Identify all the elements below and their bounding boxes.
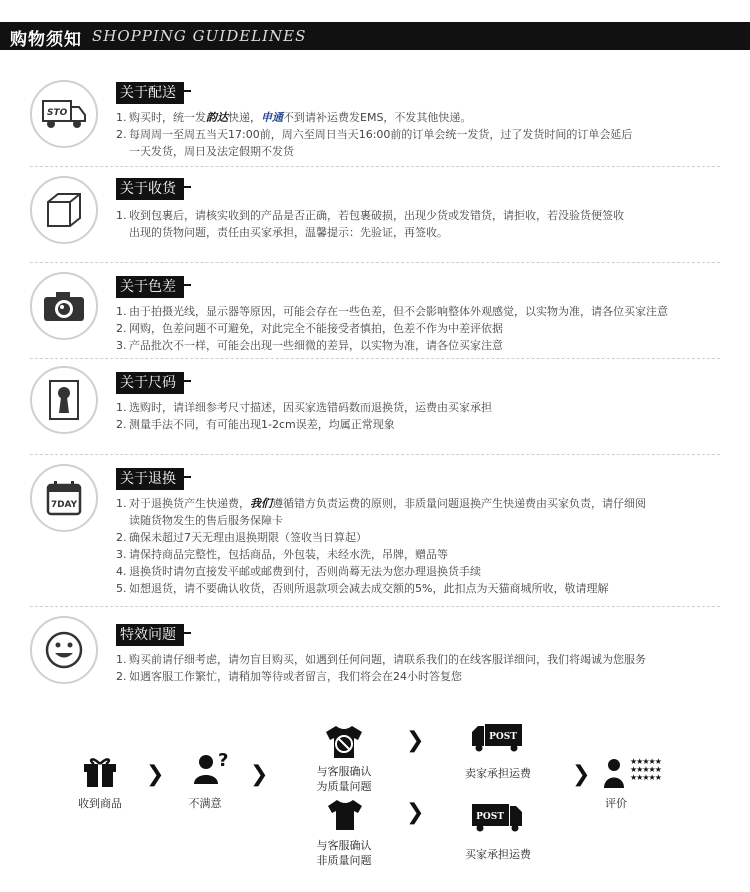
section-title-color: 关于色差 [116, 276, 184, 298]
item-num: 1. [116, 401, 127, 414]
post-truck-icon [470, 802, 524, 832]
list-item [116, 109, 740, 126]
calendar-icon-text: 7DAY [50, 500, 78, 510]
item-text: 测量手法不同，有可能出现1-2cm误差，均属正常现象 [129, 418, 395, 431]
stars-row: ★★★★★ [630, 757, 661, 766]
svg-text:?: ? [218, 750, 229, 771]
section-title-size: 关于尺码 [116, 372, 184, 394]
list-item [116, 563, 740, 580]
section-receiving [0, 170, 750, 260]
zhongtong-brand: 申通 [261, 111, 283, 124]
item-text: 请保持商品完整性，包括商品，外包装，未经水洗，吊牌，赠品等 [129, 548, 448, 561]
item-text: 由于拍摄光线，显示器等原因，可能会存在一些色差，但不会影响整体外观感觉，以实物为准，请各位买家注意 [129, 305, 668, 318]
item-text: 出现的货物问题，责任由买家承担，温馨提示：先验证，再签收。 [129, 226, 448, 239]
shirt-icon [326, 798, 364, 832]
flow-label-review: 评价 [605, 797, 627, 810]
calendar-7day-icon [45, 479, 83, 517]
returns-items [116, 495, 740, 597]
item-text: 读随货物发生的售后服务保障卡 [129, 514, 283, 527]
special-icon-circle [30, 616, 98, 684]
flow-label-buyer-pays: 买家承担运费 [465, 848, 531, 861]
item-num: 2. [116, 322, 127, 335]
item-text: 快递， [228, 111, 261, 124]
item-text: 对于退换货产生快递费， [129, 497, 250, 510]
item-num: 1. [116, 209, 127, 222]
size-icon-circle [30, 366, 98, 434]
item-text: 网购，色差问题不可避免，对此完全不能接受者慎拍，色差不作为中差评依据 [129, 322, 503, 335]
section-delivery [0, 72, 750, 172]
section-returns [0, 458, 750, 608]
item-num: 1. [116, 111, 127, 124]
list-item [116, 337, 740, 354]
item-num: 2. [116, 418, 127, 431]
item-text: 一天发货，周日及法定假期不发货 [129, 145, 294, 158]
item-text: 遵循错方负责运费的原则，非质量问题退换产生快递费由买家负责，请仔细阅 [272, 497, 646, 510]
stars-row: ★★★★★ [630, 773, 661, 782]
item-text: 购买前请仔细考虑，请勿盲目购买，如遇到任何问题，请联系我们的在线客服详细问，我们将竭诚为您服务 [129, 653, 646, 666]
camera-icon [42, 289, 86, 323]
post-text: POST [476, 812, 504, 822]
section-title-receiving: 关于收货 [116, 178, 184, 200]
smiley-icon [44, 630, 84, 670]
gift-box-icon [82, 754, 118, 788]
flow-label-received: 收到商品 [78, 797, 122, 810]
list-item [116, 207, 740, 241]
flow-label-seller-pays: 卖家承担运费 [465, 767, 531, 780]
quality-shirt-icon [324, 724, 364, 760]
post-truck-icon [470, 722, 524, 752]
chevron-right-icon: ❯ [250, 762, 269, 787]
list-item [116, 126, 740, 160]
delivery-truck-icon [41, 97, 87, 131]
flow-label-unsatisfied: 不满意 [188, 797, 222, 810]
returns-icon-circle [30, 464, 98, 532]
item-text: 购买时，统一发 [129, 111, 206, 124]
color-icon-circle [30, 272, 98, 340]
list-item [116, 320, 740, 337]
section-color [0, 266, 750, 356]
item-text: 确保未超过7天无理由退换期限（签收当日算起） [129, 531, 367, 544]
list-item [116, 651, 740, 668]
header-title-en: SHOPPING GUIDELINES [92, 27, 307, 45]
color-items [116, 303, 740, 354]
item-text: 收到包裹后，请核实收到的产品是否正确，若包裹破损，出现少货或发错货，请拒收，若没验货便签收 [129, 209, 624, 222]
item-text: 如想退货，请不要确认收货，否则所退款项会减去成交额的5%，此扣点为天猫商城所收，敬请理解 [129, 582, 609, 595]
emphasis-text: 我们 [250, 497, 272, 510]
flow-label-quality-line1: 与客服确认 [316, 765, 372, 778]
section-title-returns: 关于退换 [116, 468, 184, 490]
receiving-icon-circle [30, 176, 98, 244]
flow-label-quality-line2: 为质量问题 [316, 780, 372, 793]
flow-label-nonquality [304, 838, 384, 868]
item-num: 2. [116, 531, 127, 544]
divider [30, 606, 720, 607]
size-items [116, 399, 740, 433]
measure-icon [48, 379, 80, 421]
flow-label-nonquality-line2: 非质量问题 [316, 854, 372, 867]
receiving-items [116, 207, 740, 241]
chevron-right-icon: ❯ [572, 762, 591, 787]
flow-label-quality [304, 764, 384, 794]
rating-stars [630, 758, 661, 782]
flow-label-nonquality-line1: 与客服确认 [316, 839, 372, 852]
divider [30, 166, 720, 167]
item-num: 3. [116, 548, 127, 561]
item-text: 如遇客服工作繁忙，请稍加等待或者留言，我们将会在24小时答复您 [129, 670, 462, 683]
section-special [0, 610, 750, 690]
chevron-right-icon: ❯ [146, 762, 165, 787]
delivery-icon-text: STO [47, 108, 68, 118]
divider [30, 358, 720, 359]
special-items [116, 651, 740, 685]
item-num: 5. [116, 582, 127, 595]
list-item [116, 303, 740, 320]
delivery-items [116, 109, 740, 160]
divider [30, 262, 720, 263]
divider [30, 454, 720, 455]
list-item [116, 416, 740, 433]
section-title-delivery: 关于配送 [116, 82, 184, 104]
question-person-icon [192, 750, 230, 786]
list-item [116, 546, 740, 563]
section-size [0, 362, 750, 452]
item-num: 4. [116, 565, 127, 578]
section-title-special: 特效问题 [116, 624, 184, 646]
header-title-zh: 购物须知 [10, 30, 82, 50]
item-text: 产品批次不一样，可能会出现一些细微的差异，以实物为准，请各位买家注意 [129, 339, 503, 352]
list-item [116, 529, 740, 546]
item-text: 退换货时请勿直接发平邮或邮费到付，否则尚蓦无法为您办理退换货手续 [129, 565, 481, 578]
item-text: 不到请补运费发EMS，不发其他快递。 [283, 111, 472, 124]
item-num: 1. [116, 305, 127, 318]
item-num: 1. [116, 497, 127, 510]
page-header [0, 22, 750, 50]
item-num: 1. [116, 653, 127, 666]
stars-row: ★★★★★ [630, 765, 661, 774]
chevron-right-icon: ❯ [406, 800, 425, 825]
delivery-icon-circle [30, 80, 98, 148]
list-item [116, 580, 740, 597]
item-text: 选购时，请详细参考尺寸描述，因买家选错码数而退换货，运费由买家承担 [129, 401, 492, 414]
list-item [116, 668, 740, 685]
list-item [116, 495, 740, 529]
chevron-right-icon: ❯ [406, 728, 425, 753]
item-num: 2. [116, 128, 127, 141]
item-text: 每周周一至周五当天17:00前，周六至周日当天16:00前的订单会统一发货，过了发货时间的订单会延后 [129, 128, 633, 141]
item-num: 2. [116, 670, 127, 683]
package-box-icon [44, 190, 84, 230]
yunda-brand: 韵达 [206, 111, 228, 124]
post-text: POST [489, 732, 517, 742]
list-item [116, 399, 740, 416]
item-num: 3. [116, 339, 127, 352]
